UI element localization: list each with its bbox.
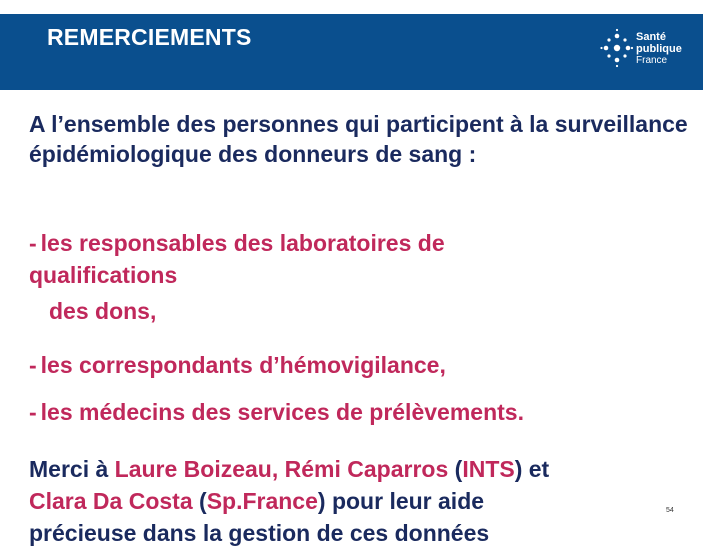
thanks-line-2 (29, 486, 484, 516)
slide-title: REMERCIEMENTS (47, 24, 252, 50)
thanks-text: ( (448, 456, 463, 482)
logo-line-3: France (636, 55, 668, 66)
bullet-dash: - (29, 352, 37, 378)
bullet-1-line-3: des dons, (49, 298, 157, 324)
thanks-text: ) pour leur aide (317, 488, 485, 514)
thanks-org-2: Sp.France (206, 488, 318, 514)
bullet-prelevements (29, 397, 524, 427)
thanks-text: ) et (514, 456, 550, 482)
bullet-laboratoires (29, 228, 445, 258)
bullet-3-text: les médecins des services de prélèvements. (40, 399, 524, 425)
thanks-names-1: Laure Boizeau, Rémi Caparros (114, 456, 449, 482)
thanks-org-1: INTS (462, 456, 515, 482)
bullet-1-line-1: les responsables des laboratoires de (40, 230, 445, 256)
bullet-2-text: les correspondants d’hémovigilance, (40, 352, 446, 378)
page-number: 54 (666, 507, 674, 514)
thanks-line-1 (29, 454, 549, 484)
thanks-names-2: Clara Da Costa (29, 488, 193, 514)
thanks-text: Merci à (29, 456, 115, 482)
logo-line-1: Santé (636, 31, 666, 43)
bullet-dash: - (29, 399, 37, 425)
logo-line-2: publique (636, 43, 682, 55)
intro-paragraph: A l’ensemble des personnes qui participent à la surveillance épidémiologique des donneurs de sang : (29, 111, 688, 167)
logo-dots-icon (600, 28, 634, 68)
sante-publique-france-logo (600, 28, 695, 78)
bullet-1-line-2: qualifications (29, 262, 178, 288)
bullet-hemovigilance (29, 350, 446, 380)
bullet-dash: - (29, 230, 37, 256)
thanks-text: ( (192, 488, 207, 514)
thanks-line-3: précieuse dans la gestion de ces données (29, 520, 490, 546)
